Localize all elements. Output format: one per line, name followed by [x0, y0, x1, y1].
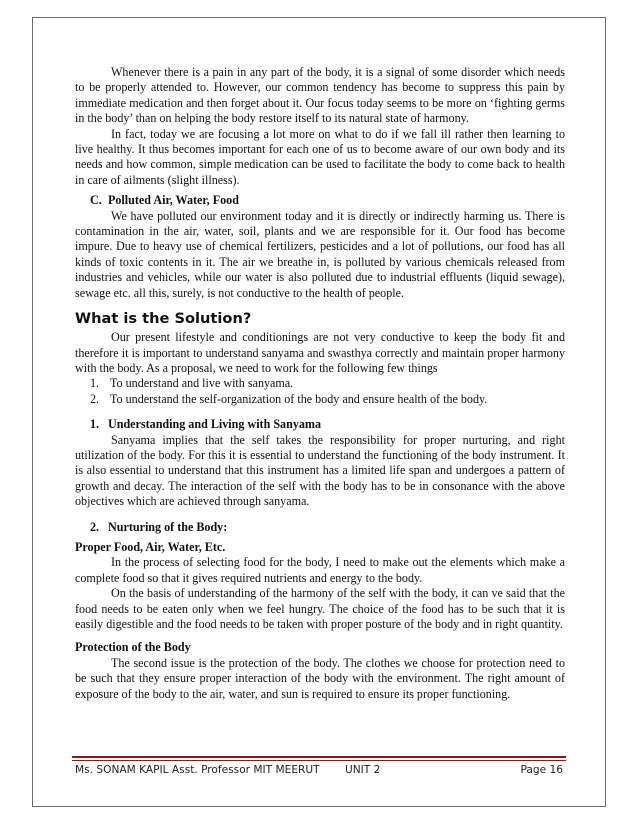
section-heading-2	[90, 520, 565, 535]
document-body	[75, 65, 565, 702]
footer-rule	[72, 756, 566, 758]
paragraph: We have polluted our environment today and it is directly or indirectly harming us. There is contamination in the air, water, soil, plants and we are responsible for it. Our food has become impure. Due to heavy use of chemical fertilizers, pesticides and a lot of pollutions, our food has all kinds of toxic contents in it. The air we breathe in, is polluted by various chemicals released from industries and vehicles, while our water is also polluted due to industrial effluents (liquid sewage), sewage etc. all this, surely, is not conductive to the health of people.	[75, 208, 565, 300]
section-number: C.	[90, 193, 102, 208]
paragraph: The second issue is the protection of the body. The clothes we choose for protection need to be such that they ensure proper interaction of the body with the environment. The right amount of exposure of the body to the air, water, and sun is required to ensure its proper functioning.	[75, 655, 565, 701]
paragraph: Our present lifestyle and conditionings are not very conductive to keep the body fit and therefore it is important to understand sanyama and swasthya correctly and maintain proper harmony with the body. As a proposal, we need to work for the following few things	[75, 330, 565, 375]
page-footer	[75, 764, 563, 780]
paragraph: In fact, today we are focusing a lot more on what to do if we fall ill rather then learning to live healthy. It thus becomes important for each one of us to become aware of our own body and its needs and how common, simple medication can be used to facilitate the body to come back to health in care of ailments (slight illness).	[75, 126, 565, 187]
solution-heading: What is the Solution?	[75, 310, 252, 328]
section-title: Nurturing of the Body:	[108, 519, 228, 534]
spacer	[75, 632, 565, 640]
paragraph: On the basis of understanding of the harmony of the self with the body, it can ve said that the food needs to be eaten only when we feel hungry. The choice of the food has to be such that it is easily digestible and the food needs to be taken with proper posture of the body and in right quantity.	[75, 586, 565, 631]
paragraph: In the process of selecting food for the body, I need to make out the elements which make a complete food so that it gives required nutrients and energy to the body.	[75, 555, 565, 585]
paragraph: Sanyama implies that the self takes the responsibility for proper nurturing, and right utilization of the body. For this it is essential to understand the functioning of the body instrument. It is also essential to understand that this instrument has a limited life span and undergoes a pattern of growth and decay. The interaction of the self with the body has to be in consonance with the above objectives which are achieved through sanyama.	[75, 432, 565, 509]
footer-page-number: Page 16	[520, 764, 563, 776]
list-item	[90, 392, 565, 407]
list-text: To understand and live with sanyama.	[110, 376, 294, 391]
numbered-list	[75, 376, 565, 407]
list-text: To understand the self-organization of the body and ensure health of the body.	[110, 391, 488, 406]
subheading: Proper Food, Air, Water, Etc.	[75, 539, 226, 554]
subheading: Protection of the Body	[75, 640, 191, 655]
section-heading-c	[90, 193, 565, 208]
list-item	[90, 376, 565, 391]
footer-unit: UNIT 2	[345, 764, 381, 776]
section-title: Polluted Air, Water, Food	[108, 193, 239, 208]
section-heading-1	[90, 417, 565, 432]
list-number: 2.	[90, 391, 100, 406]
list-number: 1.	[90, 376, 100, 391]
section-number: 2.	[90, 519, 100, 534]
section-number: 1.	[90, 417, 100, 432]
footer-author: Ms. SONAM KAPIL Asst. Professor MIT MEERUT	[75, 764, 320, 776]
section-title: Understanding and Living with Sanyama	[108, 417, 322, 432]
footer-rule-thin	[72, 760, 566, 761]
paragraph: Whenever there is a pain in any part of the body, it is a signal of some disorder which needs to be properly attended to. However, our common tendency has become to suppress this pain by immediate medication and then forget about it. Our focus today seems to be more on ‘fighting germs in the body’ than on helping the body restore itself to its natural state of harmony.	[75, 65, 565, 126]
